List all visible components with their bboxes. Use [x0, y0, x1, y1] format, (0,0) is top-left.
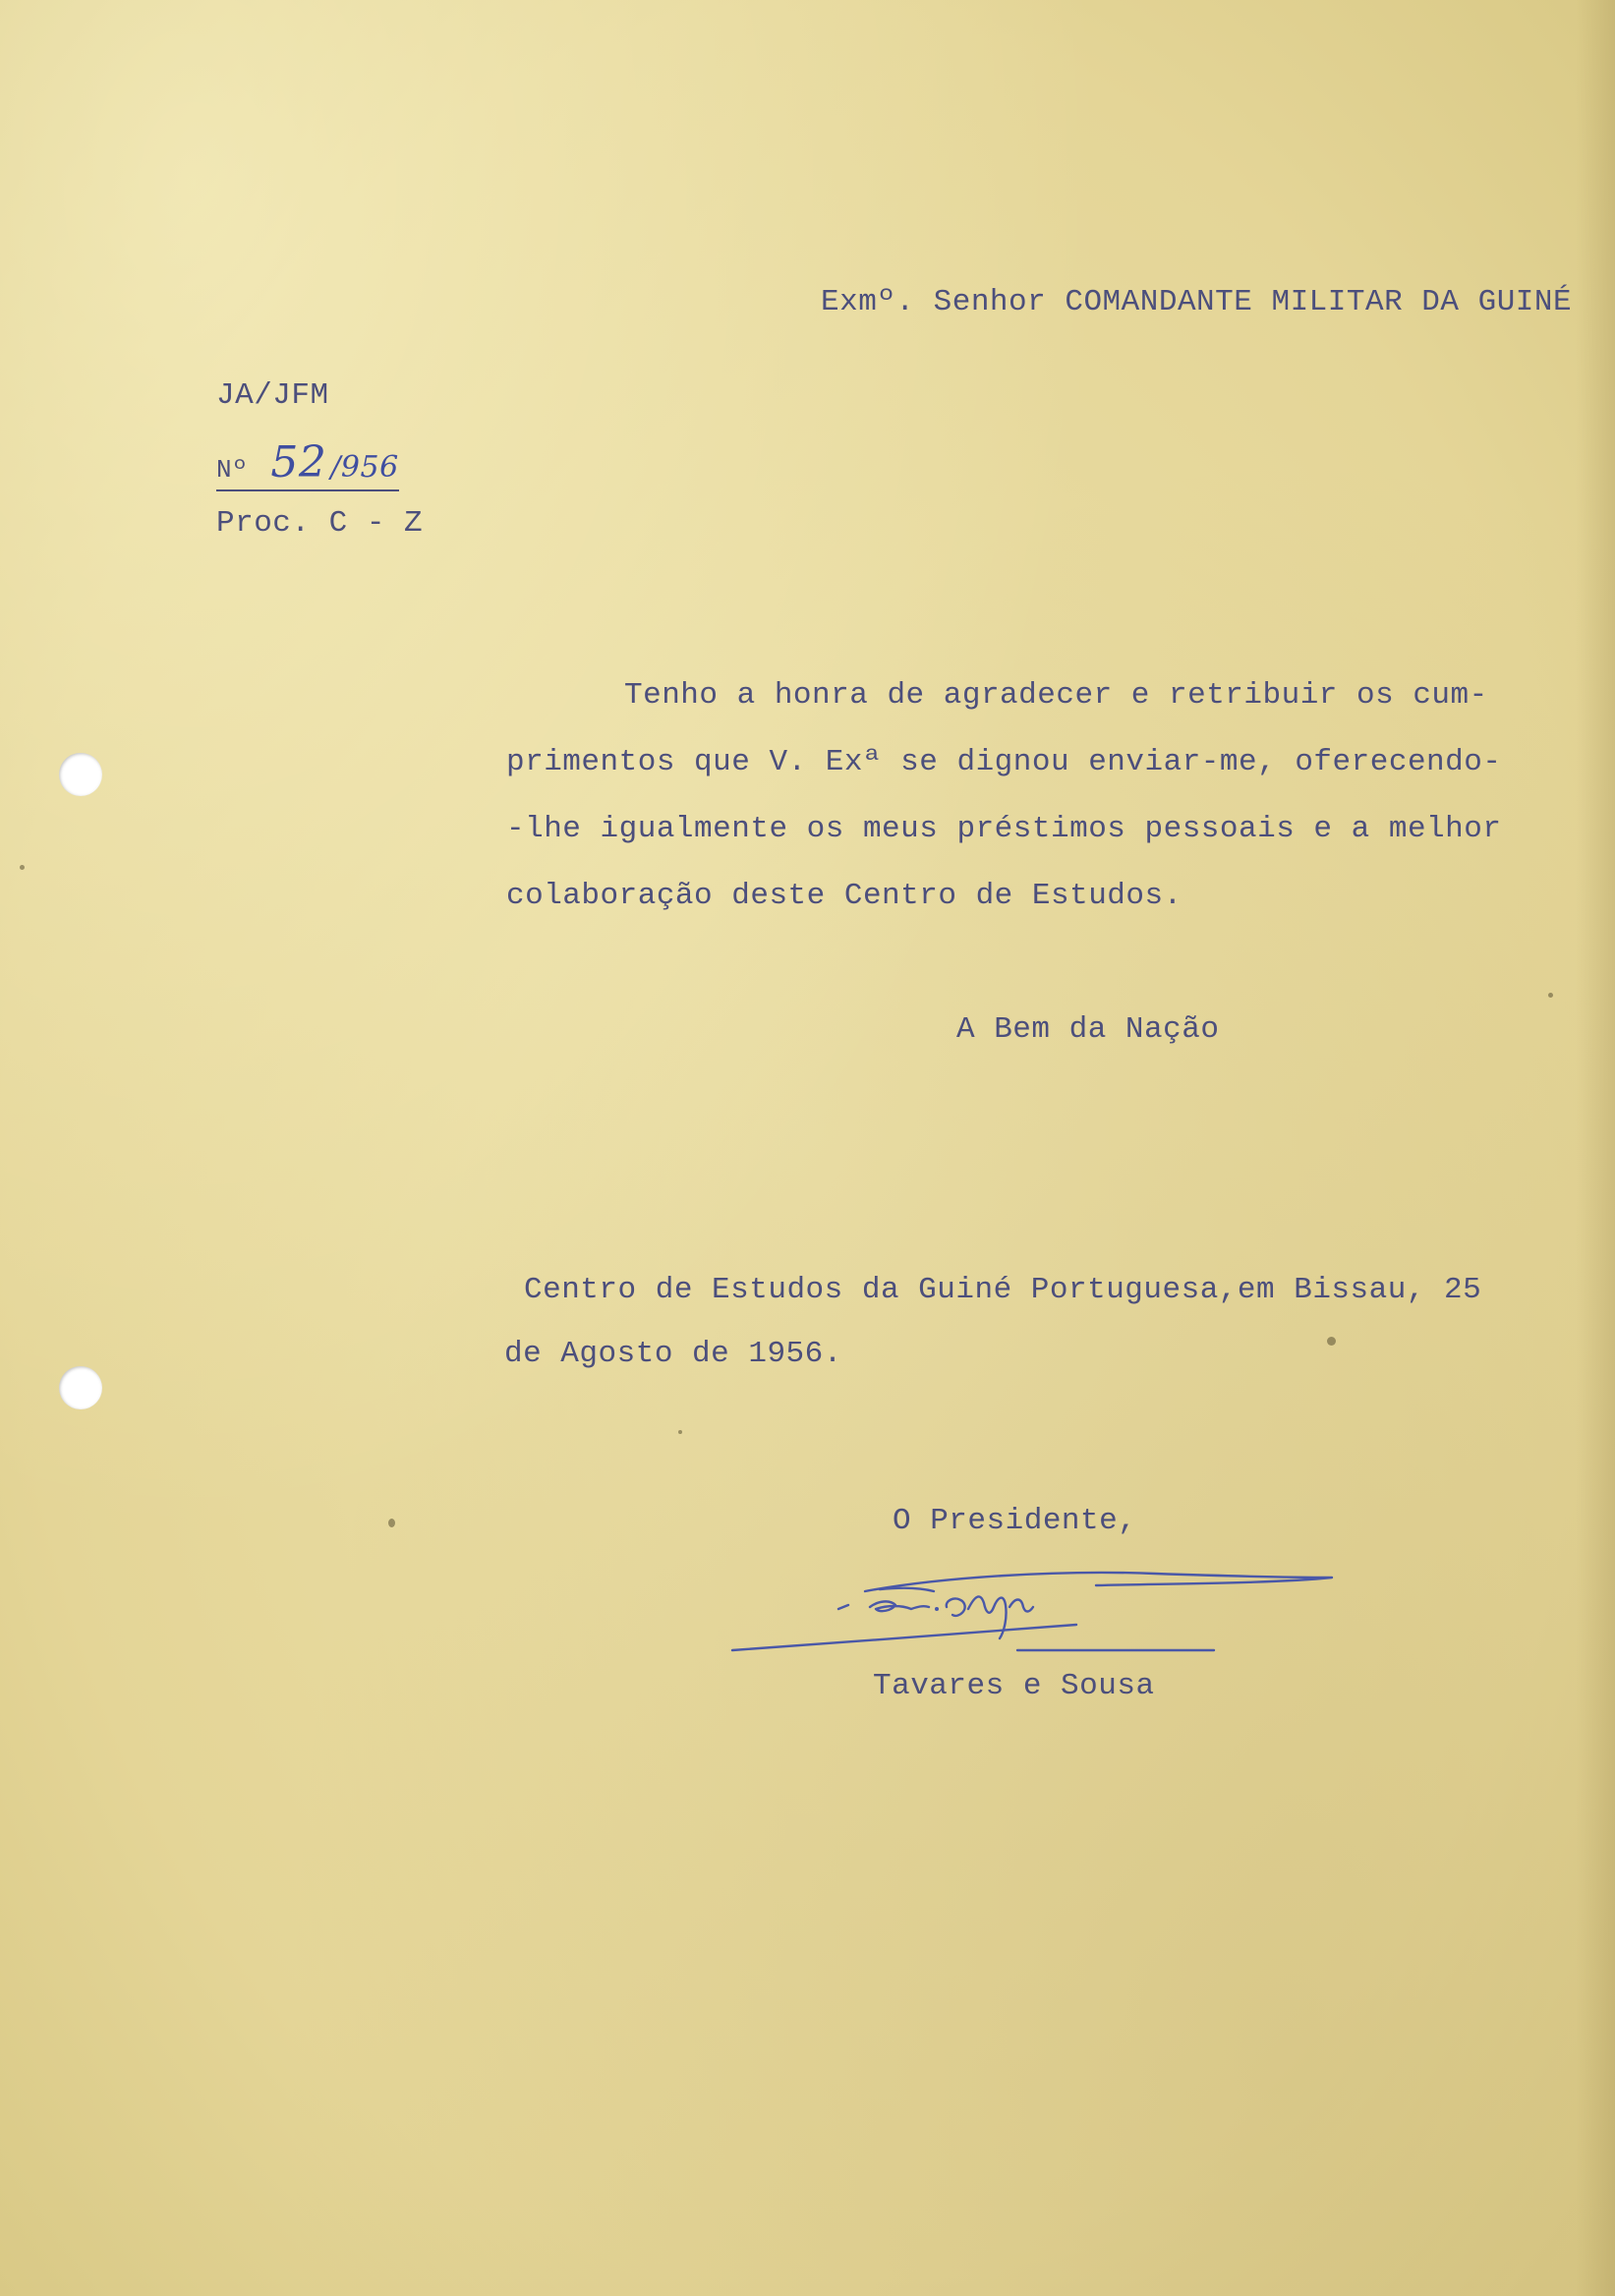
- body-line: primentos que V. Exª se dignou enviar-me, oferecendo-: [506, 745, 1502, 779]
- punch-hole-top: [59, 753, 102, 796]
- punch-hole-bottom: [59, 1366, 102, 1409]
- body-line: colaboração deste Centro de Estudos.: [506, 879, 1182, 913]
- reference-process: Proc. C - Z: [216, 506, 424, 541]
- body-line: Tenho a honra de agradecer e retribuir os cum-: [624, 678, 1488, 713]
- closing-salutation: A Bem da Nação: [956, 1012, 1220, 1047]
- reference-number-handwritten: 52: [270, 437, 327, 488]
- place-date-line: de Agosto de 1956.: [504, 1337, 842, 1371]
- place-date-line: Centro de Estudos da Guiné Portuguesa,em Bissau, 25: [524, 1273, 1482, 1307]
- handwritten-signature: [722, 1548, 1342, 1666]
- reference-number-prefix: Nº: [216, 455, 249, 485]
- addressee-line: Exmº. Senhor COMANDANTE MILITAR DA GUINÉ: [821, 285, 1573, 319]
- reference-number-year: /956: [330, 450, 399, 485]
- paper-speck: [1327, 1337, 1336, 1346]
- reference-number: [216, 437, 399, 491]
- paper-speck: [678, 1430, 682, 1434]
- reference-initials: JA/JFM: [216, 378, 329, 413]
- signatory-title: O Presidente,: [893, 1504, 1137, 1538]
- paper-speck: [20, 865, 25, 870]
- body-line: -lhe igualmente os meus préstimos pessoais e a melhor: [506, 812, 1502, 846]
- paper-speck: [388, 1519, 395, 1527]
- paper-edge-shadow: [1576, 0, 1615, 2296]
- paper-speck: [1548, 993, 1553, 998]
- signatory-name: Tavares e Sousa: [873, 1669, 1155, 1703]
